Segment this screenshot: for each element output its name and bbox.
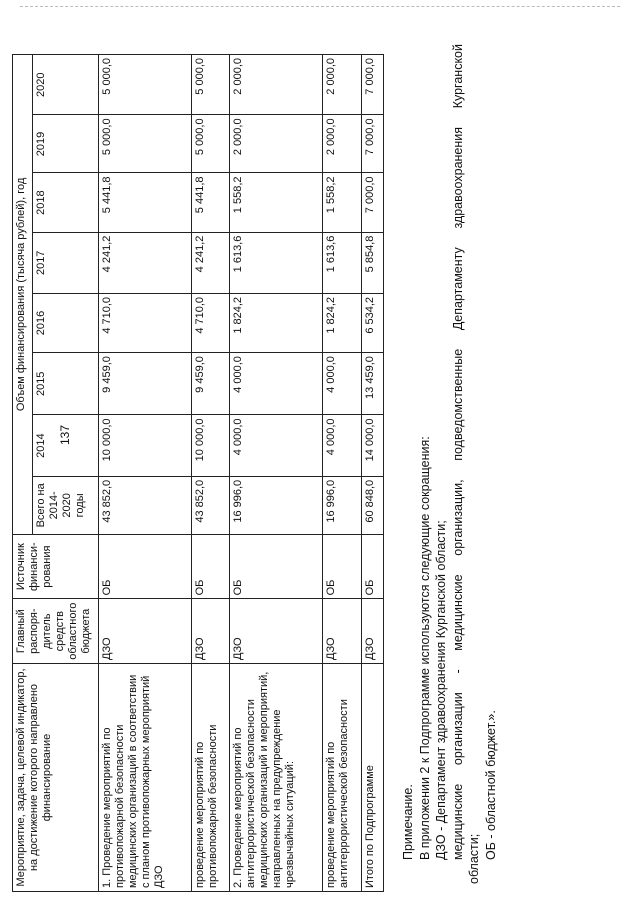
cell-value: 16 996,0	[230, 476, 323, 534]
header-year: 2020	[33, 55, 99, 115]
notes-line: В приложении 2 к Подпрограмме используются следующие сокращения:	[417, 436, 432, 860]
cell-value: 1 824,2	[323, 293, 361, 352]
financing-table	[12, 54, 384, 892]
cell-value: 10 000,0	[191, 415, 229, 476]
header-volume: Объем финансирования (тысяча рублей), год	[13, 55, 33, 535]
page-number: 137	[58, 424, 73, 446]
header-year: 2017	[33, 232, 99, 293]
cell-value: 7 000,0	[361, 173, 383, 232]
cell-value: 1 613,6	[230, 232, 323, 293]
notes-block	[400, 44, 499, 884]
notes-line: ДЗО - Департамент здравоохранения Курганской области;	[434, 520, 448, 860]
cell-value: 6 534,2	[361, 293, 383, 352]
table-row	[230, 55, 323, 892]
cell-manager: ДЗО	[323, 599, 361, 664]
cell-source: ОБ	[99, 534, 192, 599]
table-row	[323, 55, 361, 892]
cell-measure: 1. Проведение мероприятий по противопожарной безопасности медицинских организаций в соответствии с планом противопожарных мероприятий ДЗО	[99, 663, 192, 891]
cell-value: 5 000,0	[99, 115, 192, 173]
cell-value: 1 824,2	[230, 293, 323, 352]
header-year: 2018	[33, 173, 99, 232]
cell-value: 4 000,0	[323, 415, 361, 476]
cell-value: 43 852,0	[99, 476, 192, 534]
notes-line: ОБ - областной бюджет.».	[483, 710, 498, 860]
table-row	[99, 55, 192, 892]
cell-manager: ДЗО	[230, 599, 323, 664]
cell-value: 5 854,8	[361, 232, 383, 293]
rotated-page-content	[12, 12, 622, 892]
cell-value: 60 848,0	[361, 476, 383, 534]
header-year: 2014	[33, 415, 99, 476]
cell-value: 2 000,0	[323, 115, 361, 173]
cell-measure: Итого по Подпрограмме	[361, 663, 383, 891]
cell-value: 5 000,0	[191, 115, 229, 173]
cell-value: 5 441,8	[191, 173, 229, 232]
cell-manager: ДЗО	[361, 599, 383, 664]
header-year: 2016	[33, 293, 99, 352]
header-measure: Мероприятие, задача, целевой индикатор, на достижение которого направлено финансирование	[13, 663, 99, 891]
cell-value: 2 000,0	[230, 115, 323, 173]
cell-source: ОБ	[191, 534, 229, 599]
cell-value: 2 000,0	[230, 55, 323, 115]
cell-value: 5 000,0	[99, 55, 192, 115]
cell-value: 1 558,2	[323, 173, 361, 232]
cell-value: 7 000,0	[361, 55, 383, 115]
cell-value: 4 000,0	[230, 415, 323, 476]
top-border-line	[20, 6, 620, 7]
cell-source: ОБ	[323, 534, 361, 599]
notes-line: области;	[467, 833, 481, 884]
cell-value: 7 000,0	[361, 115, 383, 173]
header-year: 2019	[33, 115, 99, 173]
cell-measure: 2. Проведение мероприятий по антитеррористической безопасности медицинских организаций и мероприятий, направленных на предупреждение чрезвычайных ситуаций:	[230, 663, 323, 891]
cell-value: 4 710,0	[99, 293, 192, 352]
cell-value: 4 241,2	[191, 232, 229, 293]
cell-value: 4 710,0	[191, 293, 229, 352]
cell-value: 2 000,0	[323, 55, 361, 115]
header-year: 2015	[33, 353, 99, 415]
cell-value: 4 241,2	[99, 232, 192, 293]
cell-measure: проведение мероприятий по противопожарной безопасности	[191, 663, 229, 891]
cell-value: 4 000,0	[230, 353, 323, 415]
header-manager: Главный распоря-дитель средств областного бюджета	[13, 599, 99, 664]
cell-value: 5 000,0	[191, 55, 229, 115]
cell-source: ОБ	[230, 534, 323, 599]
cell-value: 4 000,0	[323, 353, 361, 415]
cell-value: 9 459,0	[99, 353, 192, 415]
cell-value: 1 613,6	[323, 232, 361, 293]
cell-value: 16 996,0	[323, 476, 361, 534]
cell-manager: ДЗО	[99, 599, 192, 664]
cell-value: 9 459,0	[191, 353, 229, 415]
cell-value: 5 441,8	[99, 173, 192, 232]
notes-title: Примечание.	[401, 784, 415, 860]
cell-value: 10 000,0	[99, 415, 192, 476]
notes-line: медицинские организации - медицинские организации, подведомственные Департаменту здравоохранения Курганской	[450, 44, 465, 860]
header-source: Источник финанси-рования	[13, 534, 99, 599]
cell-value: 43 852,0	[191, 476, 229, 534]
cell-value: 1 558,2	[230, 173, 323, 232]
cell-value: 14 000,0	[361, 415, 383, 476]
cell-manager: ДЗО	[191, 599, 229, 664]
cell-source: ОБ	[361, 534, 383, 599]
table-row	[361, 55, 383, 892]
table-row	[191, 55, 229, 892]
cell-measure: проведение мероприятий по антитеррористической безопасности	[323, 663, 361, 891]
header-year-total: Всего на 2014-2020 годы	[33, 476, 99, 534]
cell-value: 13 459,0	[361, 353, 383, 415]
